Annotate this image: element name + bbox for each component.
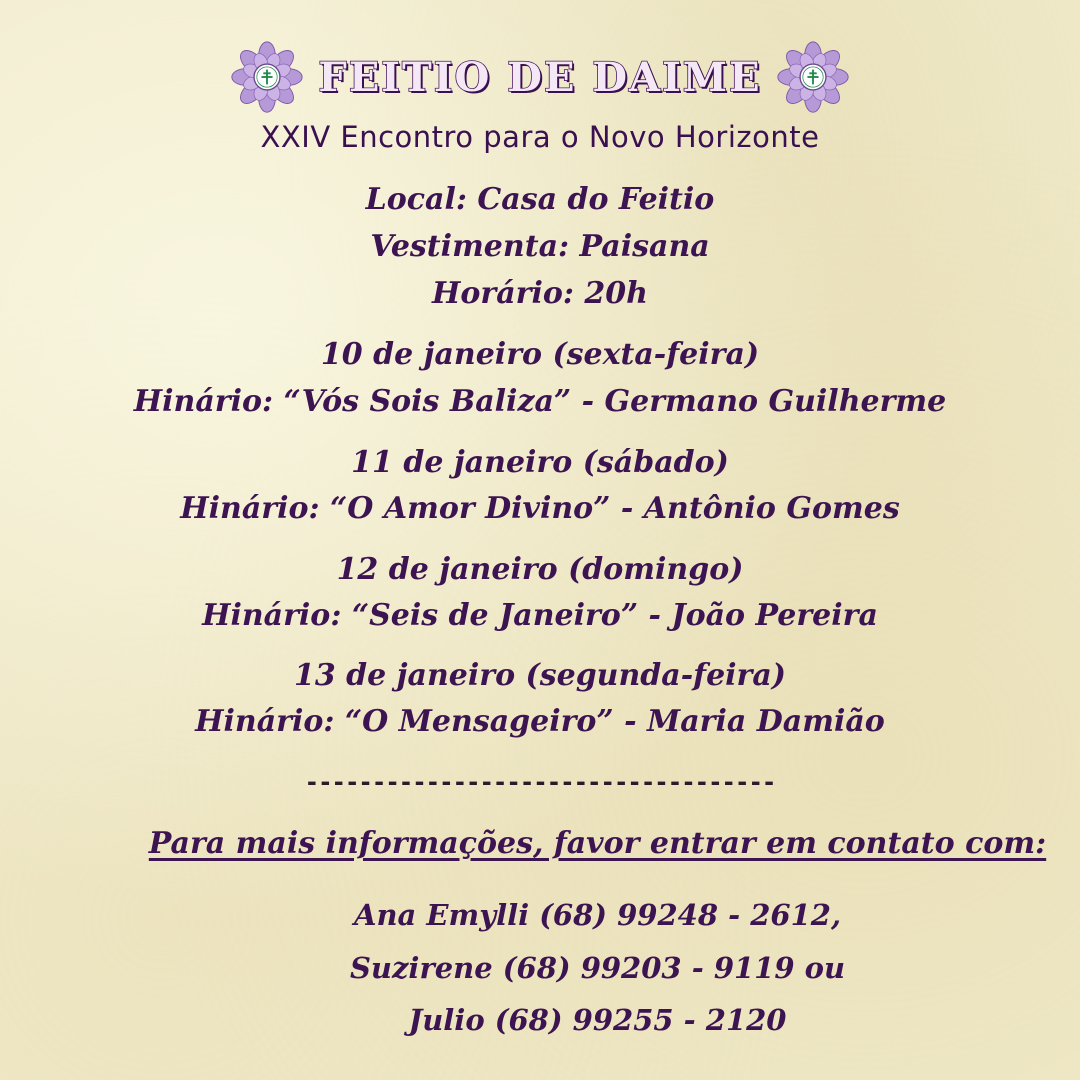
schedule-hinario-1: Hinário: “Vós Sois Baliza” - Germano Guilherme (133, 384, 947, 419)
schedule-hinario-3: Hinário: “Seis de Janeiro” - João Pereira (202, 598, 878, 633)
contact-line-1: Ana Emylli (68) 99248 - 2612, (353, 898, 842, 932)
schedule-hinario-4: Hinário: “O Mensageiro” - Maria Damião (195, 704, 885, 739)
schedule-hinario-2: Hinário: “O Amor Divino” - Antônio Gomes (180, 491, 900, 526)
divider: ----------------------------------- (304, 768, 776, 796)
header (0, 40, 1080, 114)
contact-line-3: Julio (68) 99255 - 2120 (408, 1003, 787, 1037)
attire-line: Vestimenta: Paisana (370, 229, 710, 264)
schedule-date-2: 11 de janeiro (sábado) (351, 445, 729, 480)
lotus-cross-emblem-icon (230, 40, 304, 114)
schedule-date-1: 10 de janeiro (sexta-feira) (320, 337, 760, 372)
location-line: Local: Casa do Feitio (365, 182, 715, 217)
schedule-date-3: 12 de janeiro (domingo) (336, 552, 744, 587)
lotus-cross-emblem-icon (776, 40, 850, 114)
contact-heading: Para mais informações, favor entrar em contato com: (148, 826, 1047, 861)
time-line: Horário: 20h (432, 276, 648, 311)
schedule-date-4: 13 de janeiro (segunda-feira) (293, 658, 786, 693)
page-title: FEITIO DE DAIME (318, 53, 762, 101)
contact-line-2: Suzirene (68) 99203 - 9119 ou (349, 951, 846, 985)
event-subtitle: XXIV Encontro para o Novo Horizonte (260, 120, 820, 154)
